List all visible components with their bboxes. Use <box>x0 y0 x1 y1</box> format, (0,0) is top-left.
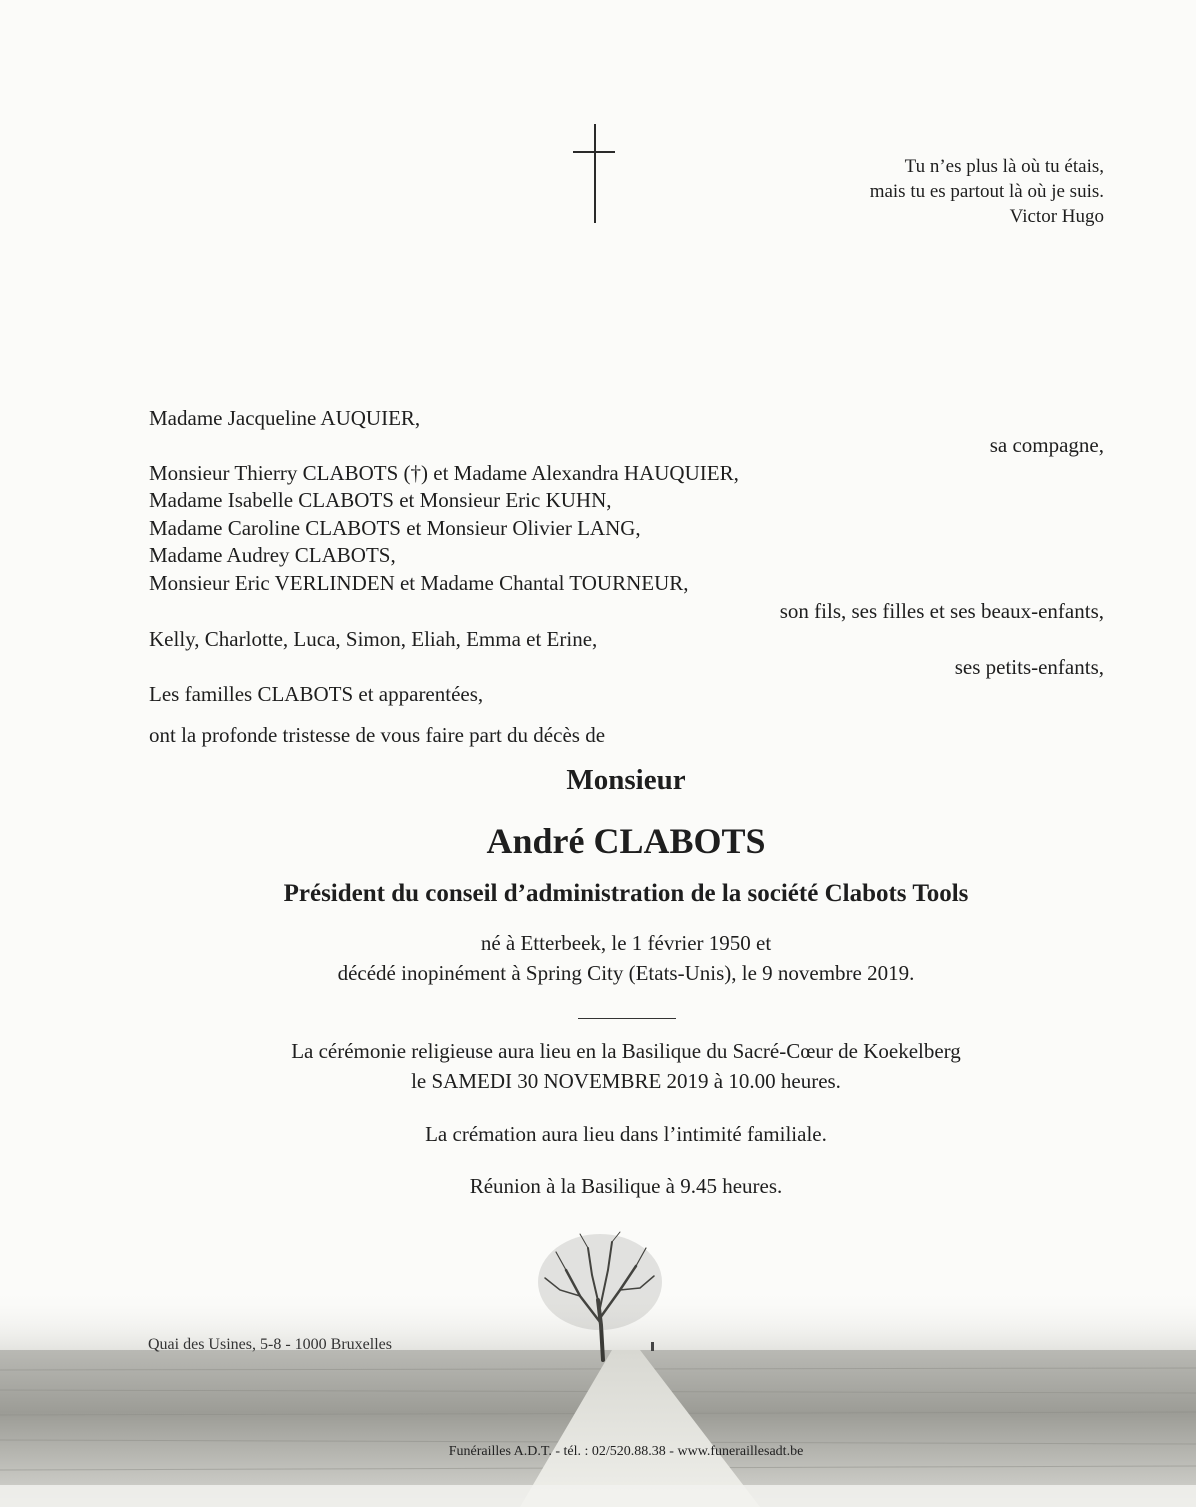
companion-role: sa compagne, <box>989 433 1104 457</box>
children-role: son fils, ses filles et ses beaux-enfants, <box>779 599 1104 623</box>
cremation-info: La crémation aura lieu dans l’intimité familiale. <box>425 1122 827 1146</box>
birth-info: né à Etterbeek, le 1 février 1950 et <box>480 931 772 955</box>
quote-author: Victor Hugo <box>1009 206 1104 227</box>
footer-credits: Funérailles A.D.T. - tél. : 02/520.88.38 - www.funeraillesadt.be <box>448 1444 804 1459</box>
tree-landscape-image <box>0 1230 1196 1507</box>
ceremony-line-2: le SAMEDI 30 NOVEMBRE 2019 à 10.00 heures. <box>411 1069 841 1093</box>
divider <box>578 1018 676 1019</box>
child-line: Madame Caroline CLABOTS et Monsieur Olivier LANG, <box>149 516 641 540</box>
child-line: Monsieur Thierry CLABOTS (†) et Madame Alexandra HAUQUIER, <box>149 461 739 485</box>
companion-name: Madame Jacqueline AUQUIER, <box>149 406 421 430</box>
death-info: décédé inopinément à Spring City (Etats-Unis), le 9 novembre 2019. <box>337 961 915 985</box>
grandchildren: Kelly, Charlotte, Luca, Simon, Eliah, Emma et Erine, <box>149 627 598 651</box>
ceremony-line-1: La cérémonie religieuse aura lieu en la Basilique du Sacré-Cœur de Koekelberg <box>291 1039 961 1063</box>
child-line: Madame Isabelle CLABOTS et Monsieur Eric KUHN, <box>149 488 612 512</box>
child-line: Madame Audrey CLABOTS, <box>149 543 396 567</box>
deceased-name: André CLABOTS <box>486 821 766 861</box>
child-line: Monsieur Eric VERLINDEN et Madame Chantal TOURNEUR, <box>149 571 689 595</box>
grandchildren-role: ses petits-enfants, <box>954 655 1104 679</box>
quote-line-2: mais tu es partout là où je suis. <box>869 181 1104 202</box>
families: Les familles CLABOTS et apparentées, <box>149 682 484 706</box>
address: Quai des Usines, 5-8 - 1000 Bruxelles <box>148 1336 392 1353</box>
meeting-info: Réunion à la Basilique à 9.45 heures. <box>469 1174 783 1198</box>
deceased-honorific: Monsieur <box>566 764 686 796</box>
announcement: ont la profonde tristesse de vous faire part du décès de <box>149 723 606 747</box>
deceased-title: Président du conseil d’administration de la société Clabots Tools <box>283 880 969 907</box>
quote-line-1: Tu n’es plus là où tu étais, <box>904 156 1104 177</box>
